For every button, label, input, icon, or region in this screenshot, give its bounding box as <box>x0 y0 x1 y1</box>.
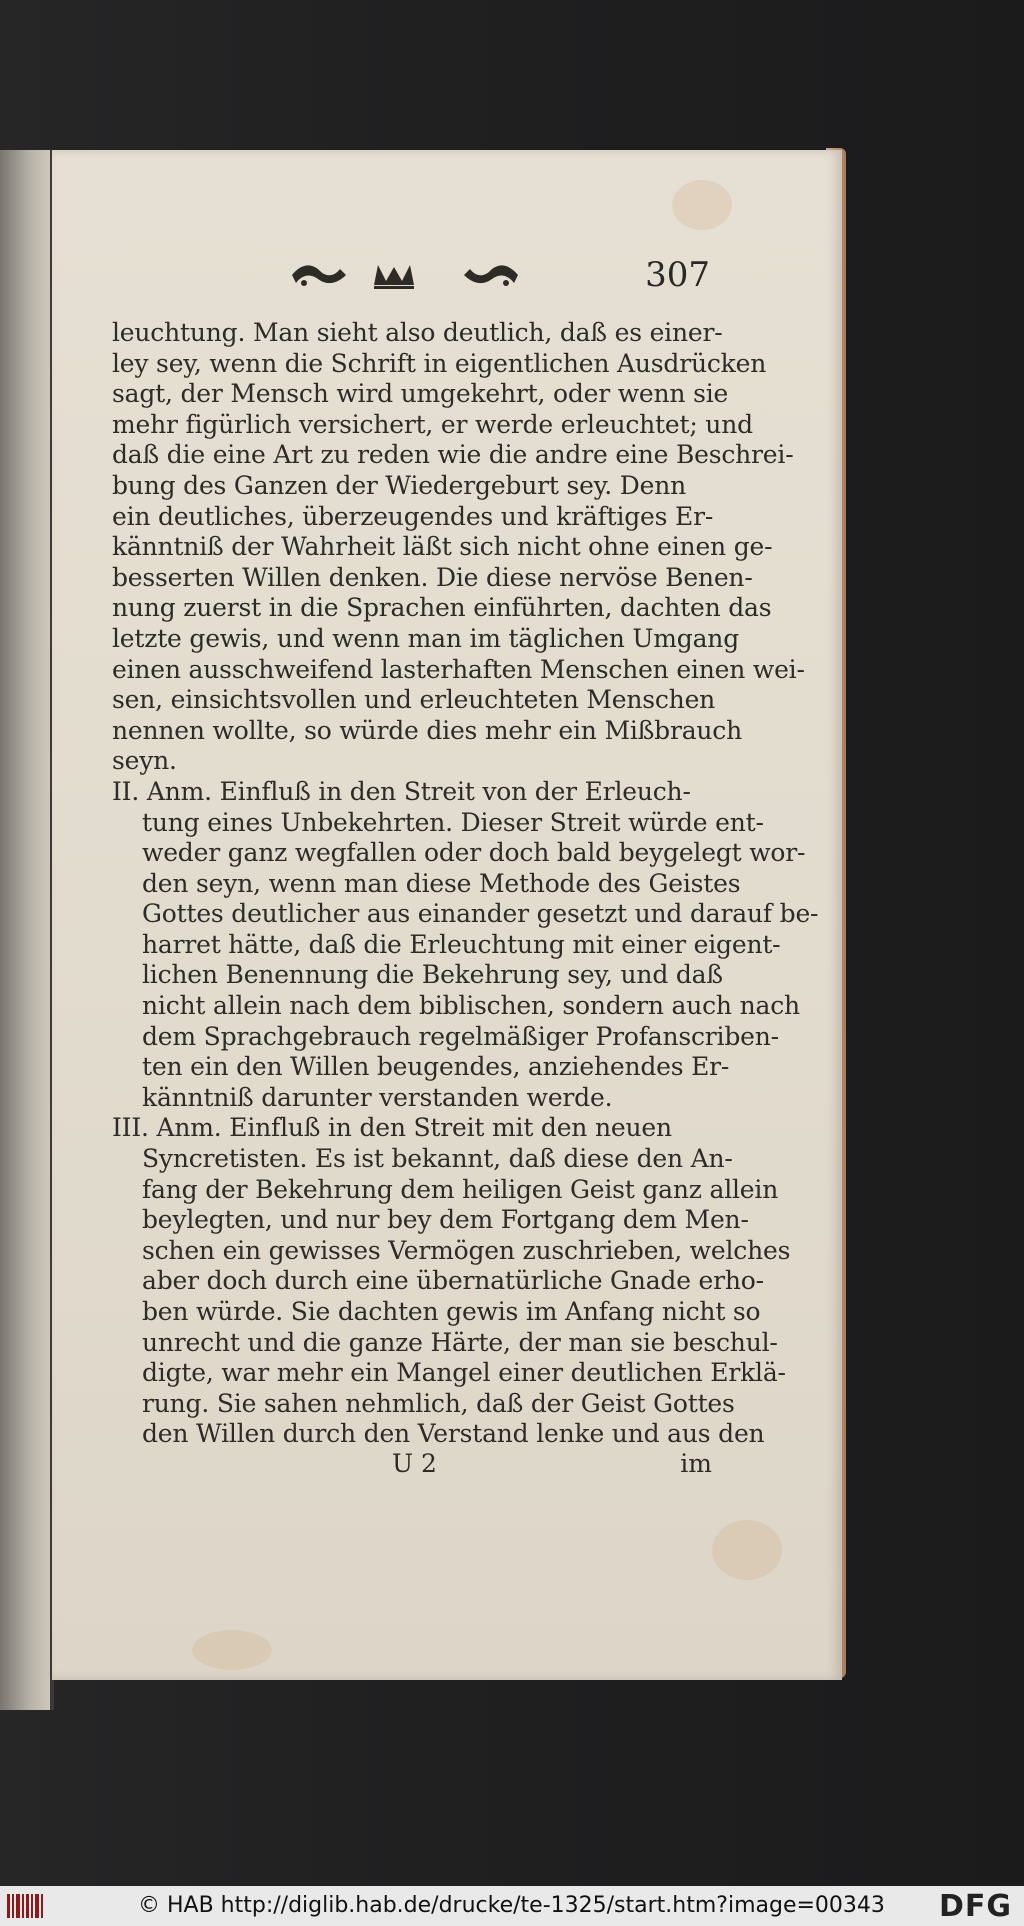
viewer-footer <box>0 1886 1024 1926</box>
copyright-url[interactable]: © HAB http://diglib.hab.de/drucke/te-1325/start.htm?image=00343 <box>138 1893 885 1918</box>
text-line: dem Sprachgebrauch regelmäßiger Profanscriben- <box>142 1021 779 1051</box>
text-line: lichen Benennung die Bekehrung sey, und daß <box>142 960 723 990</box>
text-line: ben würde. Sie dachten gewis im Anfang nicht so <box>142 1297 761 1326</box>
signature-mark: U 2 <box>392 1449 437 1478</box>
text-line: seyn. <box>112 746 177 776</box>
text-line: digte, war mehr ein Mangel einer deutlichen Erklä- <box>142 1358 786 1388</box>
text-line: nennen wollte, so würde dies mehr ein Mißbrauch <box>112 715 743 745</box>
text-line: känntniß der Wahrheit läßt sich nicht ohne einen ge- <box>112 532 773 562</box>
page-header <box>290 255 720 295</box>
text-line: nung zuerst in die Sprachen einführten, dachten das <box>112 593 772 623</box>
facing-page-edge <box>0 150 52 1710</box>
text-line: mehr figürlich versichert, er werde erleuchtet; und <box>112 409 753 439</box>
text-line: einen ausschweifend lasterhaften Menschen einen wei- <box>112 654 805 684</box>
text-line: nicht allein nach dem biblischen, sondern auch nach <box>142 991 800 1021</box>
text-line: bung des Ganzen der Wiedergeburt sey. Denn <box>112 470 687 500</box>
text-line: unrecht und die ganze Härte, der man sie beschul- <box>142 1327 778 1357</box>
text-line: schen ein gewisses Vermögen zuschrieben, welches <box>142 1235 791 1265</box>
body-text <box>112 318 819 1450</box>
text-line: fang der Bekehrung dem heiligen Geist ganz allein <box>142 1174 779 1204</box>
text-line: känntniß darunter verstanden werde. <box>142 1082 613 1112</box>
dfg-logo: DFG <box>938 1889 1012 1924</box>
text-line: aber doch durch eine übernatürliche Gnade erho- <box>142 1266 764 1296</box>
barcode-logo-icon <box>6 1892 46 1920</box>
text-line: daß die eine Art zu reden wie die andre eine Beschrei- <box>112 440 794 470</box>
text-line: ten ein den Willen beugendes, anziehendes Er- <box>142 1052 730 1082</box>
text-line: ein deutliches, überzeugendes und kräftiges Er- <box>112 501 714 531</box>
remark-heading-line: II. Anm. Einfluß in den Streit von der Erleuch- <box>112 776 691 806</box>
text-line: sen, einsichtsvollen und erleuchteten Menschen <box>112 685 716 715</box>
text-line: letzte gewis, und wenn man im täglichen Umgang <box>112 623 739 653</box>
text-line: besserten Willen denken. Die diese nervöse Benen- <box>112 562 753 592</box>
text-line: rung. Sie sahen nehmlich, daß der Geist Gottes <box>142 1388 735 1418</box>
page-number: 307 <box>645 255 710 295</box>
catchword: im <box>680 1449 712 1478</box>
page-footer-line <box>112 1449 712 1481</box>
text-line: Syncretisten. Es ist bekannt, daß diese den An- <box>142 1144 733 1174</box>
text-line: sagt, der Mensch wird umgekehrt, oder wenn sie <box>112 379 729 409</box>
text-line: weder ganz wegfallen oder doch bald beygelegt wor- <box>142 838 806 868</box>
text-line: tung eines Unbekehrten. Dieser Streit würde ent- <box>142 807 764 837</box>
remark-heading-line: III. Anm. Einfluß in den Streit mit den neuen <box>112 1113 672 1143</box>
text-line: leuchtung. Man sieht also deutlich, daß es einer- <box>112 318 723 347</box>
text-line: beylegten, und nur bey dem Fortgang dem Men- <box>142 1205 749 1235</box>
text-line: harret hätte, daß die Erleuchtung mit einer eigent- <box>142 929 781 959</box>
text-line: den seyn, wenn man diese Methode des Geistes <box>142 868 741 898</box>
text-line: Gottes deutlicher aus einander gesetzt und darauf be- <box>142 899 819 929</box>
text-line: ley sey, wenn die Schrift in eigentlichen Ausdrücken <box>112 348 767 378</box>
text-line: den Willen durch den Verstand lenke und aus den <box>142 1419 765 1449</box>
ornament-icon <box>290 255 520 295</box>
